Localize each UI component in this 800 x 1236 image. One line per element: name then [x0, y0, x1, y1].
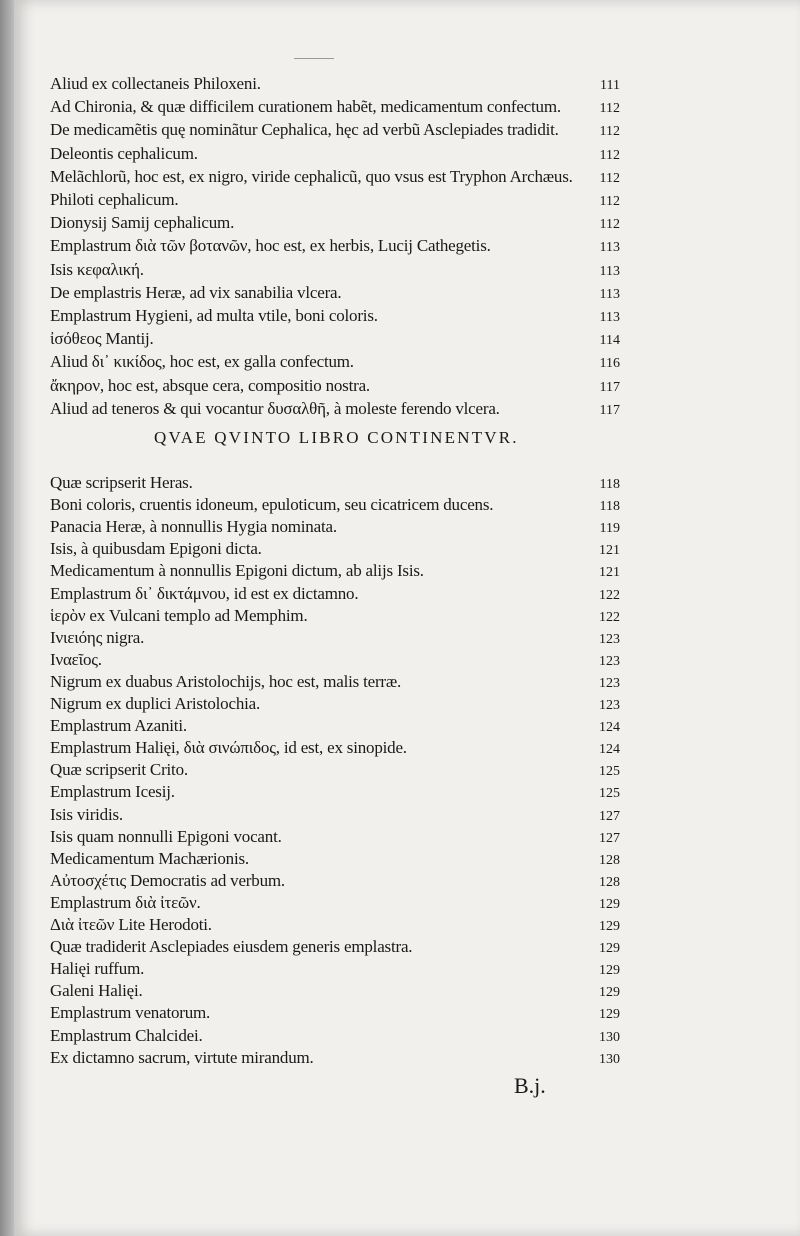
book-gutter-shadow [0, 0, 14, 1236]
toc-entry [50, 694, 620, 716]
toc-entry-title: Philoti cephalicum. [50, 190, 179, 209]
toc-entry-title: ἰσόθεος Mantij. [50, 329, 154, 349]
toc-entry [50, 329, 620, 351]
toc-entry-page-number: 112 [599, 170, 620, 186]
toc-entry-page-number: 129 [599, 941, 620, 957]
toc-entry-title: Deleontis cephalicum. [50, 143, 198, 163]
toc-entry-page-number: 125 [599, 786, 620, 802]
toc-entry-page-number: 112 [599, 217, 620, 233]
toc-entry-page-number: 128 [599, 852, 620, 868]
toc-entry [50, 915, 620, 937]
toc-entry [50, 352, 620, 374]
toc-entry-title: Halięi ruffum. [50, 959, 145, 979]
toc-entry-page-number: 119 [599, 521, 620, 537]
toc-entry-page-number: 129 [599, 896, 620, 912]
toc-entry [50, 74, 620, 96]
toc-entry-page-number: 112 [599, 124, 620, 140]
toc-entry [50, 650, 620, 672]
toc-entry-title: Emplastrum Icesij. [50, 782, 175, 802]
toc-entry [50, 805, 620, 827]
page-mark [294, 58, 334, 59]
toc-entry-page-number: 129 [599, 1007, 620, 1023]
toc-entry [50, 561, 620, 583]
toc-entry [50, 672, 620, 694]
toc-entry [50, 167, 620, 189]
toc-entry-title: Nigrum ex duabus Aristolochijs, hoc est, malis terræ. [50, 671, 402, 691]
toc-entry-title: Ex dictamno sacrum, virtute mirandum. [50, 1047, 314, 1067]
toc-entry-page-number: 118 [599, 477, 620, 492]
toc-entry [50, 827, 620, 849]
toc-entry [50, 376, 620, 398]
toc-entry-title: ἄκηρον, hoc est, absque cera, compositio nostra. [50, 375, 370, 395]
toc-entry-title: Dionysij Samij cephalicum. [50, 213, 235, 233]
toc-entry [50, 760, 620, 782]
toc-entry-title: Emplastrum δι᾽ δικτάμνου, id est ex dictamno. [50, 583, 359, 603]
toc-entry-page-number: 123 [599, 653, 620, 669]
toc-entry [50, 981, 620, 1003]
toc-entry-title: Ινιειόης nigra. [50, 627, 145, 647]
toc-entry [50, 473, 620, 495]
toc-entry [50, 628, 620, 650]
toc-entry [50, 1048, 620, 1070]
toc-entry-title: Medicamentum Machærionis. [50, 848, 249, 868]
toc-entry [50, 782, 620, 804]
toc-entry-page-number: 116 [599, 356, 620, 372]
toc-entry [50, 306, 620, 328]
toc-entry-page-number: 112 [599, 194, 620, 209]
toc-entry [50, 97, 620, 119]
toc-entry [50, 584, 620, 606]
toc-entry-title: Aliud ad teneros & qui vocantur δυσαλθῆ, à moleste ferendo vlcera. [50, 398, 500, 418]
toc-entry-page-number: 129 [599, 919, 620, 934]
toc-entry [50, 236, 620, 258]
toc-entry [50, 606, 620, 628]
toc-entry-page-number: 130 [599, 1029, 620, 1045]
toc-entry-page-number: 122 [599, 609, 620, 625]
toc-entry-title: Panacia Heræ, à nonnullis Hygia nominata. [50, 517, 337, 537]
toc-entry-page-number: 111 [600, 78, 620, 93]
toc-entry-title: Ιναεῖος. [50, 649, 102, 669]
toc-entry [50, 190, 620, 212]
toc-entry-page-number: 112 [599, 147, 620, 163]
toc-entry [50, 517, 620, 539]
toc-entry-title: Aliud ex collectaneis Philoxeni. [50, 74, 261, 93]
toc-entry-page-number: 123 [599, 631, 620, 647]
toc-entry-title: Galeni Halięi. [50, 981, 143, 1001]
toc-entry [50, 144, 620, 166]
toc-entry-title: Isis viridis. [50, 804, 123, 824]
toc-entry-title: Emplastrum Azaniti. [50, 716, 187, 736]
toc-entry [50, 120, 620, 142]
toc-entry-page-number: 113 [599, 310, 620, 325]
toc-entry-page-number: 118 [599, 499, 620, 515]
toc-entry-title: Boni coloris, cruentis idoneum, epuloticum, seu cicatricem ducens. [50, 495, 494, 515]
toc-entry-title: Isis quam nonnulli Epigoni vocant. [50, 826, 282, 846]
toc-entry-title: Melãchlorũ, hoc est, ex nigro, viride cephalicũ, quo vsus est Tryphon Archæus. [50, 166, 573, 186]
toc-entry-title: De medicamẽtis quę nominãtur Cephalica, hęc ad verbũ Asclepiades tradidit. [50, 120, 559, 140]
toc-entry-title: De emplastris Heræ, ad vix sanabilia vlcera. [50, 282, 342, 302]
toc-entry-title: Διὰ ἰτεῶν Lite Herodoti. [50, 915, 212, 934]
toc-entry-page-number: 113 [599, 263, 620, 279]
toc-entry [50, 399, 620, 421]
toc-entry-title: Emplastrum διὰ τῶν βοτανῶν, hoc est, ex herbis, Lucij Cathegetis. [50, 236, 491, 256]
toc-entry [50, 213, 620, 235]
book-five-heading: QVAE QVINTO LIBRO CONTINENTVR. [154, 428, 519, 447]
toc-entry-page-number: 124 [599, 720, 620, 736]
toc-entry-title: Αὐτοσχέτις Democratis ad verbum. [50, 870, 285, 890]
toc-entry-page-number: 112 [599, 101, 620, 117]
toc-entry-title: Emplastrum Hygieni, ad multa vtile, boni coloris. [50, 306, 378, 325]
toc-entry-page-number: 117 [599, 402, 620, 418]
toc-entry-page-number: 127 [599, 808, 620, 824]
toc-entry-page-number: 114 [599, 333, 620, 349]
toc-entry-page-number: 121 [599, 565, 620, 581]
toc-entry-page-number: 123 [599, 675, 620, 691]
toc-entry [50, 893, 620, 915]
toc-entry-title: Emplastrum Chalcidei. [50, 1025, 203, 1045]
toc-entry [50, 738, 620, 760]
toc-entry-page-number: 123 [599, 698, 620, 713]
toc-entry-title: ἱερὸν ex Vulcani templo ad Memphim. [50, 605, 308, 625]
toc-entry-page-number: 117 [599, 379, 620, 395]
toc-entry-title: Isis κεφαλική. [50, 259, 144, 279]
toc-entry [50, 937, 620, 959]
toc-entry-title: Nigrum ex duplici Aristolochia. [50, 694, 261, 713]
toc-entry-page-number: 127 [599, 830, 620, 846]
toc-entry-page-number: 125 [599, 764, 620, 780]
toc-entry [50, 849, 620, 871]
toc-entry-title: Quæ scripserit Crito. [50, 760, 188, 780]
toc-entry [50, 1003, 620, 1025]
book-page [14, 0, 800, 1236]
toc-entry-page-number: 113 [599, 240, 620, 256]
toc-entry-title: Medicamentum à nonnullis Epigoni dictum, ab alijs Isis. [50, 561, 424, 581]
signature-mark: B.j. [514, 1073, 546, 1098]
toc-entry-title: Emplastrum Halięi, διὰ σινώπιδος, id est, ex sinopide. [50, 738, 407, 758]
toc-entry-page-number: 124 [599, 742, 620, 758]
toc-entry-title: Ad Chironia, & quæ difficilem curationem habẽt, medicamentum confectum. [50, 97, 561, 117]
toc-entry-page-number: 128 [599, 874, 620, 890]
toc-entry-title: Emplastrum venatorum. [50, 1003, 211, 1023]
toc-entry [50, 283, 620, 305]
toc-entry-title: Isis, à quibusdam Epigoni dicta. [50, 539, 262, 559]
toc-entry-title: Emplastrum διὰ ἰτεῶν. [50, 892, 201, 912]
toc-entry-page-number: 129 [599, 963, 620, 979]
toc-entry [50, 260, 620, 282]
toc-entry-page-number: 113 [599, 286, 620, 302]
toc-entry [50, 495, 620, 517]
toc-entry-page-number: 129 [599, 985, 620, 1001]
toc-entry-title: Aliud δι᾽ κικίδος, hoc est, ex galla confectum. [50, 352, 354, 372]
toc-entry [50, 1026, 620, 1048]
toc-entry [50, 716, 620, 738]
toc-entry-page-number: 130 [599, 1051, 620, 1067]
toc-entry-title: Quæ tradiderit Asclepiades eiusdem generis emplastra. [50, 937, 413, 957]
toc-entry-page-number: 121 [599, 543, 620, 559]
toc-entry-title: Quæ scripserit Heras. [50, 473, 193, 492]
toc-entry [50, 871, 620, 893]
toc-entry-page-number: 122 [599, 587, 620, 603]
toc-entry [50, 539, 620, 561]
toc-entry [50, 959, 620, 981]
